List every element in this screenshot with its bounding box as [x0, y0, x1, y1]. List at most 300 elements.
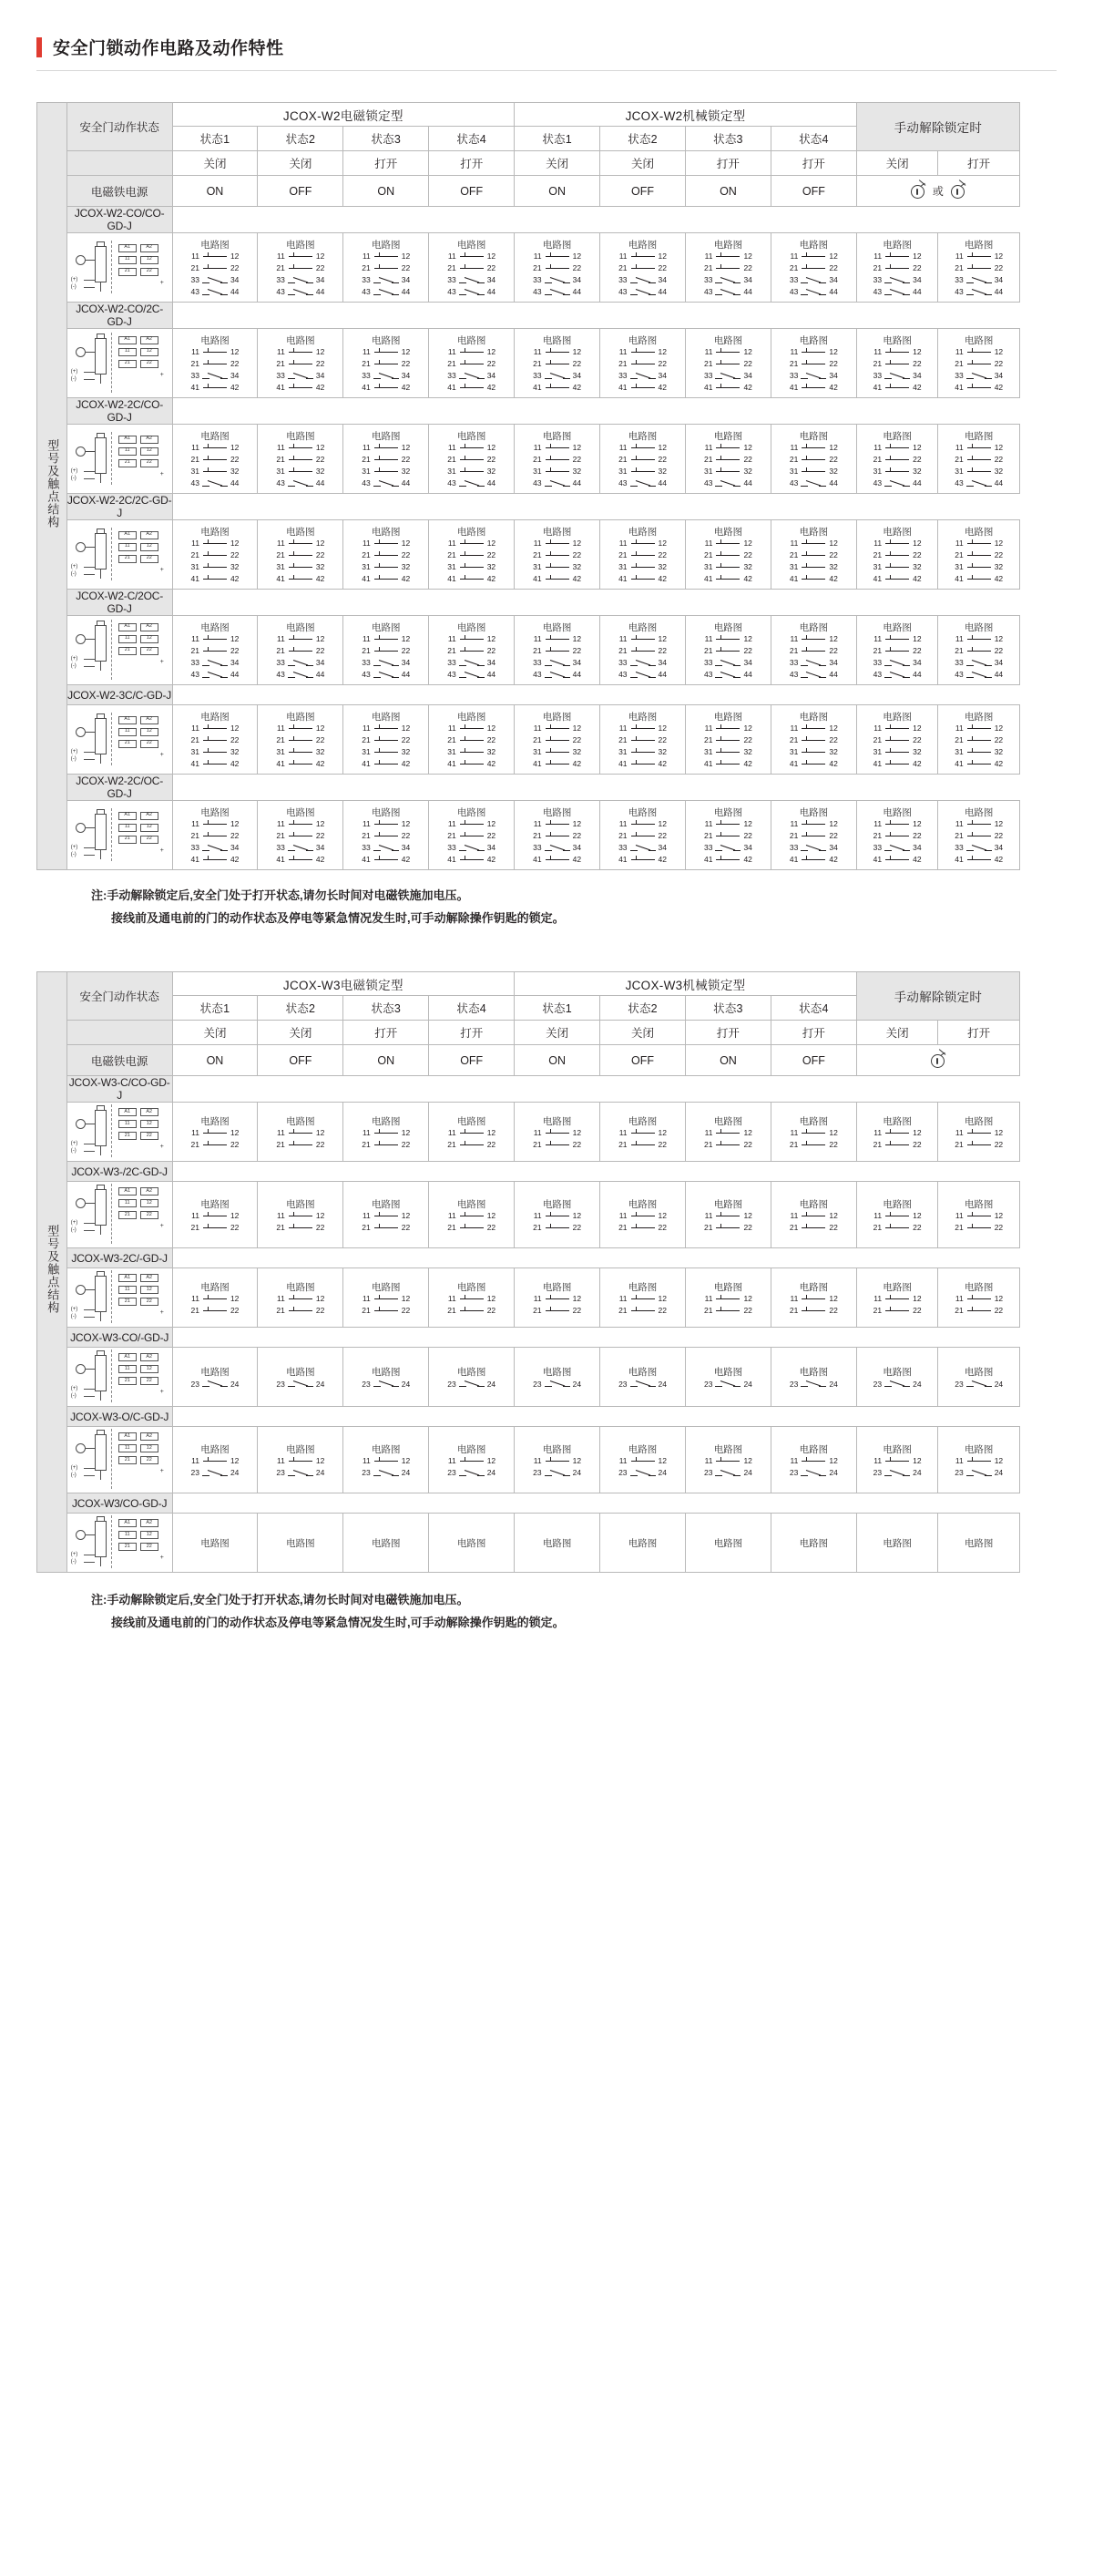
model-name-w2-4: JCOX-W2-C/2OC-GD-J — [66, 590, 172, 616]
contact-symbol-nc — [544, 383, 571, 393]
coil-power-mech-4: OFF — [771, 1045, 856, 1076]
circuit-cell-w3-5-6 — [685, 1514, 771, 1573]
contact-terminal-left: 41 — [362, 855, 371, 865]
contact-terminal-right: 44 — [658, 287, 667, 297]
contact-pair — [700, 670, 755, 680]
contact-symbol-nc — [201, 747, 229, 757]
circuit-diagram-label: 电路图 — [799, 240, 829, 251]
contact-symbol-no — [373, 1379, 400, 1389]
contact-symbol-nc — [458, 759, 485, 769]
circuit-cell-w3-3-9 — [938, 1348, 1020, 1407]
contact-symbol-nc — [458, 735, 485, 745]
contact-diagram — [173, 1292, 258, 1320]
contact-terminal-left: 43 — [789, 478, 799, 488]
contact-symbol-nc — [373, 819, 400, 829]
contact-pair — [870, 263, 924, 273]
contact-symbol-nc — [201, 759, 229, 769]
contact-pair — [952, 1140, 1006, 1150]
contact-diagram — [258, 817, 342, 869]
contact-terminal-right: 12 — [658, 634, 667, 644]
manual-release-icons — [857, 1052, 1019, 1070]
contact-terminal-right: 12 — [913, 443, 922, 453]
contact-terminal-left: 41 — [618, 759, 628, 769]
contact-pair — [273, 634, 328, 644]
contact-terminal-right: 22 — [829, 1140, 838, 1150]
contact-diagram — [258, 345, 342, 397]
contact-terminal-left: 43 — [447, 287, 456, 297]
contact-terminal-right: 12 — [486, 443, 496, 453]
contact-symbol-no — [965, 670, 993, 680]
contact-symbol-no — [373, 1468, 400, 1478]
contact-symbol-nc — [373, 1223, 400, 1233]
circuit-cell-w2-6-5 — [600, 801, 686, 870]
contact-symbol-nc — [800, 550, 827, 560]
switch-device-icon: A1 A2 11 12 21 22 (+) (-) + — [67, 241, 173, 293]
contact-pair — [359, 843, 414, 853]
state-label-em-1: 状态1 — [172, 127, 258, 151]
contact-pair — [188, 658, 242, 668]
circuit-cell-w2-2-4 — [515, 425, 600, 494]
circuit-cell-w3-0-0 — [172, 1103, 258, 1162]
contact-diagram — [771, 345, 856, 397]
circuit-cell-w3-4-8 — [856, 1427, 938, 1493]
contact-pair — [616, 831, 670, 841]
contact-terminal-left: 33 — [276, 371, 285, 381]
model-contact-vertical-label: 型号及触点结构 — [37, 103, 67, 870]
contact-terminal-left: 11 — [362, 1128, 371, 1138]
door-position-em-3: 打开 — [343, 151, 429, 176]
contact-terminal-right: 12 — [315, 1128, 325, 1138]
contact-diagram — [429, 537, 514, 589]
model-row-spacer — [172, 1493, 1020, 1514]
contact-pair — [444, 1468, 499, 1478]
circuit-cell-w3-1-3 — [429, 1182, 515, 1248]
contact-terminal-right: 12 — [994, 634, 1004, 644]
contact-pair — [700, 658, 755, 668]
contact-symbol-nc — [201, 819, 229, 829]
contact-terminal-left: 11 — [704, 1128, 713, 1138]
contact-terminal-left: 21 — [873, 550, 883, 560]
key-release-icon — [929, 1052, 947, 1070]
contact-symbol-nc — [201, 574, 229, 584]
contact-symbol-no — [884, 275, 911, 285]
contact-terminal-left: 11 — [362, 443, 371, 453]
contact-symbol-nc — [458, 539, 485, 549]
circuit-cell-w3-4-9 — [938, 1427, 1020, 1493]
contact-terminal-left: 33 — [873, 843, 883, 853]
contact-diagram — [429, 1454, 514, 1483]
contact-terminal-right: 22 — [743, 359, 752, 369]
contact-symbol-nc — [458, 1211, 485, 1221]
contact-pair — [530, 1128, 585, 1138]
contact-symbol-nc — [884, 1211, 911, 1221]
contact-pair — [870, 658, 924, 668]
contact-terminal-right: 22 — [743, 263, 752, 273]
contact-terminal-right: 34 — [572, 275, 582, 285]
contact-terminal-left: 21 — [873, 1140, 883, 1150]
model-row-spacer — [172, 1407, 1020, 1427]
contact-symbol-no — [544, 1468, 571, 1478]
contact-symbol-nc — [458, 819, 485, 829]
contact-terminal-right: 22 — [572, 735, 582, 745]
contact-pair — [359, 1379, 414, 1389]
circuit-diagram-label: 电路图 — [200, 1281, 230, 1293]
circuit-diagram-label: 电路图 — [883, 1367, 912, 1379]
contact-terminal-right: 22 — [315, 646, 325, 656]
contact-pair — [700, 724, 755, 734]
contact-pair — [273, 455, 328, 465]
circuit-diagram-label: 电路图 — [799, 1367, 829, 1379]
contact-symbol-nc — [287, 347, 314, 357]
contact-diagram — [429, 1126, 514, 1155]
contact-terminal-right: 42 — [572, 574, 582, 584]
contact-pair — [530, 467, 585, 477]
contact-terminal-left: 11 — [533, 347, 542, 357]
contact-symbol-no — [201, 1468, 229, 1478]
contact-symbol-nc — [884, 1306, 911, 1316]
circuit-cell-w2-4-1 — [258, 616, 343, 685]
contact-diagram — [938, 1454, 1019, 1483]
contact-terminal-right: 22 — [572, 1140, 582, 1150]
contact-terminal-left: 31 — [276, 467, 285, 477]
contact-terminal-left: 41 — [276, 759, 285, 769]
contact-terminal-right: 12 — [994, 1456, 1004, 1466]
contact-pair — [870, 759, 924, 769]
model-name-w3-1: JCOX-W3-/2C-GD-J — [66, 1162, 172, 1182]
circuit-cell-w2-5-2 — [343, 705, 429, 775]
circuit-diagram-label: 电路图 — [799, 1115, 829, 1127]
contact-pair — [616, 1456, 670, 1466]
contact-pair — [870, 1128, 924, 1138]
circuit-cell-w2-2-2 — [343, 425, 429, 494]
contact-terminal-left: 43 — [447, 478, 456, 488]
model-name-w3-4: JCOX-W3-O/C-GD-J — [66, 1407, 172, 1427]
contact-symbol-nc — [629, 1306, 657, 1316]
contact-symbol-nc — [629, 251, 657, 262]
contact-terminal-right: 42 — [315, 383, 325, 393]
contact-symbol-nc — [458, 443, 485, 453]
contact-diagram — [515, 632, 599, 684]
contact-pair — [359, 658, 414, 668]
contact-terminal-right: 12 — [658, 251, 667, 262]
contact-terminal-left: 21 — [955, 735, 964, 745]
contact-pair — [870, 1211, 924, 1221]
contact-terminal-left: 23 — [190, 1379, 199, 1389]
contact-symbol-nc — [458, 855, 485, 865]
contact-terminal-left: 11 — [533, 634, 542, 644]
contact-terminal-right: 32 — [401, 467, 411, 477]
contact-pair — [188, 275, 242, 285]
contact-terminal-right: 42 — [401, 574, 411, 584]
contact-terminal-left: 11 — [955, 347, 964, 357]
contact-symbol-nc — [544, 855, 571, 865]
table-row — [37, 520, 1020, 590]
contact-terminal-right: 22 — [658, 1223, 667, 1233]
circuit-diagram-label: 电路图 — [628, 1537, 658, 1549]
contact-pair — [273, 759, 328, 769]
contact-symbol-nc — [714, 1211, 741, 1221]
coil-power-header: 电磁铁电源 — [66, 1045, 172, 1076]
contact-symbol-nc — [714, 467, 741, 477]
contact-terminal-right: 22 — [743, 550, 752, 560]
contact-terminal-right: 34 — [315, 371, 325, 381]
contact-terminal-left: 21 — [447, 1306, 456, 1316]
contact-diagram — [771, 632, 856, 684]
contact-symbol-nc — [884, 359, 911, 369]
contact-terminal-left: 43 — [190, 670, 199, 680]
model-row-spacer — [172, 685, 1020, 705]
contact-symbol-nc — [544, 634, 571, 644]
contact-terminal-left: 11 — [704, 724, 713, 734]
contact-symbol-no — [458, 287, 485, 297]
circuit-diagram-label: 电路图 — [542, 1367, 572, 1379]
contact-diagram — [857, 441, 938, 493]
circuit-cell-w3-1-0 — [172, 1182, 258, 1248]
circuit-cell-w2-1-3 — [429, 329, 515, 398]
contact-terminal-left: 41 — [533, 855, 542, 865]
contact-pair — [273, 443, 328, 453]
contact-diagram — [173, 817, 258, 869]
contact-terminal-left: 21 — [533, 1140, 542, 1150]
contact-symbol-no — [965, 843, 993, 853]
contact-terminal-right: 22 — [401, 1223, 411, 1233]
model-name-row — [37, 1076, 1020, 1103]
circuit-diagram-label: 电路图 — [713, 1367, 743, 1379]
table-row — [37, 705, 1020, 775]
contact-terminal-right: 22 — [230, 455, 240, 465]
contact-terminal-left: 11 — [704, 443, 713, 453]
contact-terminal-right: 22 — [658, 646, 667, 656]
circuit-diagram-label: 电路图 — [286, 807, 315, 818]
contact-terminal-right: 12 — [315, 347, 325, 357]
contact-symbol-no — [287, 371, 314, 381]
contact-terminal-right: 44 — [401, 670, 411, 680]
contact-terminal-right: 42 — [230, 383, 240, 393]
circuit-diagram-label: 电路图 — [883, 1443, 912, 1455]
model-name-row — [37, 1328, 1020, 1348]
contact-terminal-right: 42 — [486, 855, 496, 865]
contact-symbol-nc — [965, 759, 993, 769]
contact-terminal-right: 12 — [230, 1456, 240, 1466]
device-icon-cell-w2-4 — [66, 616, 172, 685]
circuit-cell-w2-1-7 — [771, 329, 856, 398]
contact-pair — [359, 539, 414, 549]
contact-terminal-left: 33 — [447, 843, 456, 853]
contact-terminal-left: 21 — [447, 1223, 456, 1233]
contact-terminal-left: 21 — [447, 550, 456, 560]
contact-terminal-right: 22 — [572, 359, 582, 369]
contact-symbol-nc — [965, 1140, 993, 1150]
contact-pair — [530, 359, 585, 369]
circuit-diagram-label: 电路图 — [456, 335, 486, 346]
contact-terminal-right: 24 — [401, 1379, 411, 1389]
door-position-manual-1: 关闭 — [856, 151, 938, 176]
contact-terminal-left: 11 — [191, 819, 199, 829]
contact-pair — [616, 275, 670, 285]
contact-symbol-nc — [544, 347, 571, 357]
door-position-mech-3: 打开 — [685, 151, 771, 176]
model-name-w2-2: JCOX-W2-2C/CO-GD-J — [66, 398, 172, 425]
device-icon-cell-w2-0 — [66, 233, 172, 303]
contact-terminal-right: 12 — [743, 443, 752, 453]
contact-terminal-left: 21 — [533, 1223, 542, 1233]
contact-terminal-right: 22 — [401, 550, 411, 560]
contact-symbol-no — [544, 843, 571, 853]
model-name-row — [37, 398, 1020, 425]
contact-terminal-left: 11 — [955, 1128, 964, 1138]
contact-terminal-right: 34 — [315, 843, 325, 853]
contact-terminal-left: 33 — [533, 843, 542, 853]
circuit-cell-w3-2-1 — [258, 1268, 343, 1328]
contact-symbol-nc — [287, 1306, 314, 1316]
contact-pair — [700, 539, 755, 549]
model-name-row — [37, 685, 1020, 705]
table-row — [37, 425, 1020, 494]
contact-terminal-right: 12 — [913, 634, 922, 644]
circuit-cell-w3-5-4 — [515, 1514, 600, 1573]
contact-terminal-right: 12 — [572, 347, 582, 357]
contact-pair — [444, 843, 499, 853]
contact-symbol-nc — [965, 550, 993, 560]
contact-terminal-left: 21 — [447, 455, 456, 465]
contact-terminal-left: 31 — [276, 747, 285, 757]
contact-terminal-left: 11 — [790, 443, 799, 453]
contact-terminal-right: 32 — [572, 467, 582, 477]
contact-symbol-nc — [201, 539, 229, 549]
contact-terminal-right: 22 — [658, 263, 667, 273]
contact-pair — [786, 263, 841, 273]
circuit-cell-w3-2-7 — [771, 1268, 856, 1328]
contact-pair — [952, 251, 1006, 262]
contact-terminal-left: 11 — [533, 539, 542, 549]
table-row — [37, 329, 1020, 398]
contact-terminal-left: 21 — [190, 455, 199, 465]
contact-terminal-left: 11 — [790, 1456, 799, 1466]
contact-pair — [359, 1128, 414, 1138]
circuit-cell-w3-1-1 — [258, 1182, 343, 1248]
contact-symbol-no — [201, 371, 229, 381]
contact-pair — [359, 574, 414, 584]
contact-terminal-left: 11 — [277, 1294, 285, 1304]
circuit-diagram-label: 电路图 — [542, 1443, 572, 1455]
contact-symbol-nc — [629, 759, 657, 769]
contact-terminal-left: 43 — [533, 478, 542, 488]
circuit-diagram-label: 电路图 — [628, 622, 658, 633]
circuit-cell-w2-3-3 — [429, 520, 515, 590]
contact-pair — [444, 478, 499, 488]
circuit-diagram-label: 电路图 — [200, 807, 230, 818]
contact-terminal-right: 32 — [315, 562, 325, 572]
contact-terminal-left: 43 — [873, 287, 883, 297]
contact-terminal-left: 21 — [703, 1140, 713, 1150]
circuit-cell-w3-3-7 — [771, 1348, 856, 1407]
contact-pair — [273, 1306, 328, 1316]
circuit-diagram-label: 电路图 — [372, 1198, 401, 1210]
contact-terminal-left: 23 — [276, 1379, 285, 1389]
contact-terminal-left: 21 — [873, 455, 883, 465]
contact-symbol-no — [800, 1468, 827, 1478]
contact-terminal-left: 41 — [789, 855, 799, 865]
or-label: 或 — [932, 185, 944, 198]
circuit-diagram-label: 电路图 — [713, 622, 743, 633]
contact-terminal-right: 34 — [829, 371, 838, 381]
contact-pair — [188, 634, 242, 644]
contact-terminal-left: 11 — [533, 1211, 542, 1221]
contact-terminal-right: 22 — [913, 1223, 922, 1233]
contact-symbol-nc — [544, 831, 571, 841]
contact-terminal-left: 43 — [618, 478, 628, 488]
contact-terminal-left: 21 — [276, 550, 285, 560]
contact-pair — [530, 1306, 585, 1316]
contact-terminal-right: 22 — [486, 550, 496, 560]
contact-symbol-no — [629, 1468, 657, 1478]
contact-pair — [359, 759, 414, 769]
contact-diagram — [173, 345, 258, 397]
contact-symbol-no — [544, 275, 571, 285]
contact-terminal-left: 11 — [191, 539, 199, 549]
contact-terminal-right: 12 — [401, 251, 411, 262]
contact-symbol-nc — [884, 1294, 911, 1304]
contact-terminal-left: 41 — [362, 383, 371, 393]
circuit-diagram-label: 电路图 — [883, 1537, 912, 1549]
circuit-cell-w2-4-7 — [771, 616, 856, 685]
contact-pair — [616, 1306, 670, 1316]
contact-diagram — [938, 537, 1019, 589]
contact-terminal-left: 11 — [277, 1128, 285, 1138]
contact-pair — [530, 1468, 585, 1478]
contact-terminal-left: 21 — [618, 735, 628, 745]
contact-diagram — [600, 632, 685, 684]
contact-terminal-right: 12 — [913, 724, 922, 734]
contact-terminal-left: 11 — [362, 819, 371, 829]
contact-symbol-no — [965, 371, 993, 381]
contact-pair — [273, 287, 328, 297]
contact-terminal-left: 21 — [362, 1223, 371, 1233]
contact-terminal-left: 11 — [191, 1211, 199, 1221]
contact-symbol-nc — [373, 1211, 400, 1221]
contact-symbol-nc — [965, 443, 993, 453]
door-position-mech-4: 打开 — [771, 151, 856, 176]
contact-pair — [273, 747, 328, 757]
contact-diagram — [771, 817, 856, 869]
circuit-diagram-label: 电路图 — [713, 335, 743, 346]
contact-pair — [273, 371, 328, 381]
contact-terminal-right: 12 — [994, 1128, 1004, 1138]
circuit-cell-w3-1-8 — [856, 1182, 938, 1248]
contact-terminal-right: 12 — [994, 251, 1004, 262]
contact-terminal-left: 33 — [618, 658, 628, 668]
contact-terminal-right: 32 — [658, 747, 667, 757]
circuit-diagram-label: 电路图 — [286, 335, 315, 346]
contact-terminal-right: 34 — [829, 843, 838, 853]
contact-diagram — [343, 1209, 428, 1237]
contact-terminal-right: 12 — [572, 634, 582, 644]
contact-terminal-right: 22 — [572, 646, 582, 656]
contact-pair — [786, 359, 841, 369]
contact-terminal-left: 11 — [362, 347, 371, 357]
circuit-diagram-label: 电路图 — [200, 1198, 230, 1210]
contact-terminal-left: 31 — [955, 747, 964, 757]
circuit-cell-w3-1-2 — [343, 1182, 429, 1248]
circuit-cell-w3-0-5 — [600, 1103, 686, 1162]
circuit-cell-w3-3-0 — [172, 1348, 258, 1407]
circuit-diagram-label: 电路图 — [286, 1537, 315, 1549]
state-label-mech-1: 状态1 — [515, 127, 600, 151]
contact-pair — [870, 843, 924, 853]
contact-terminal-right: 22 — [994, 1223, 1004, 1233]
contact-terminal-right: 22 — [486, 831, 496, 841]
contact-pair — [530, 646, 585, 656]
